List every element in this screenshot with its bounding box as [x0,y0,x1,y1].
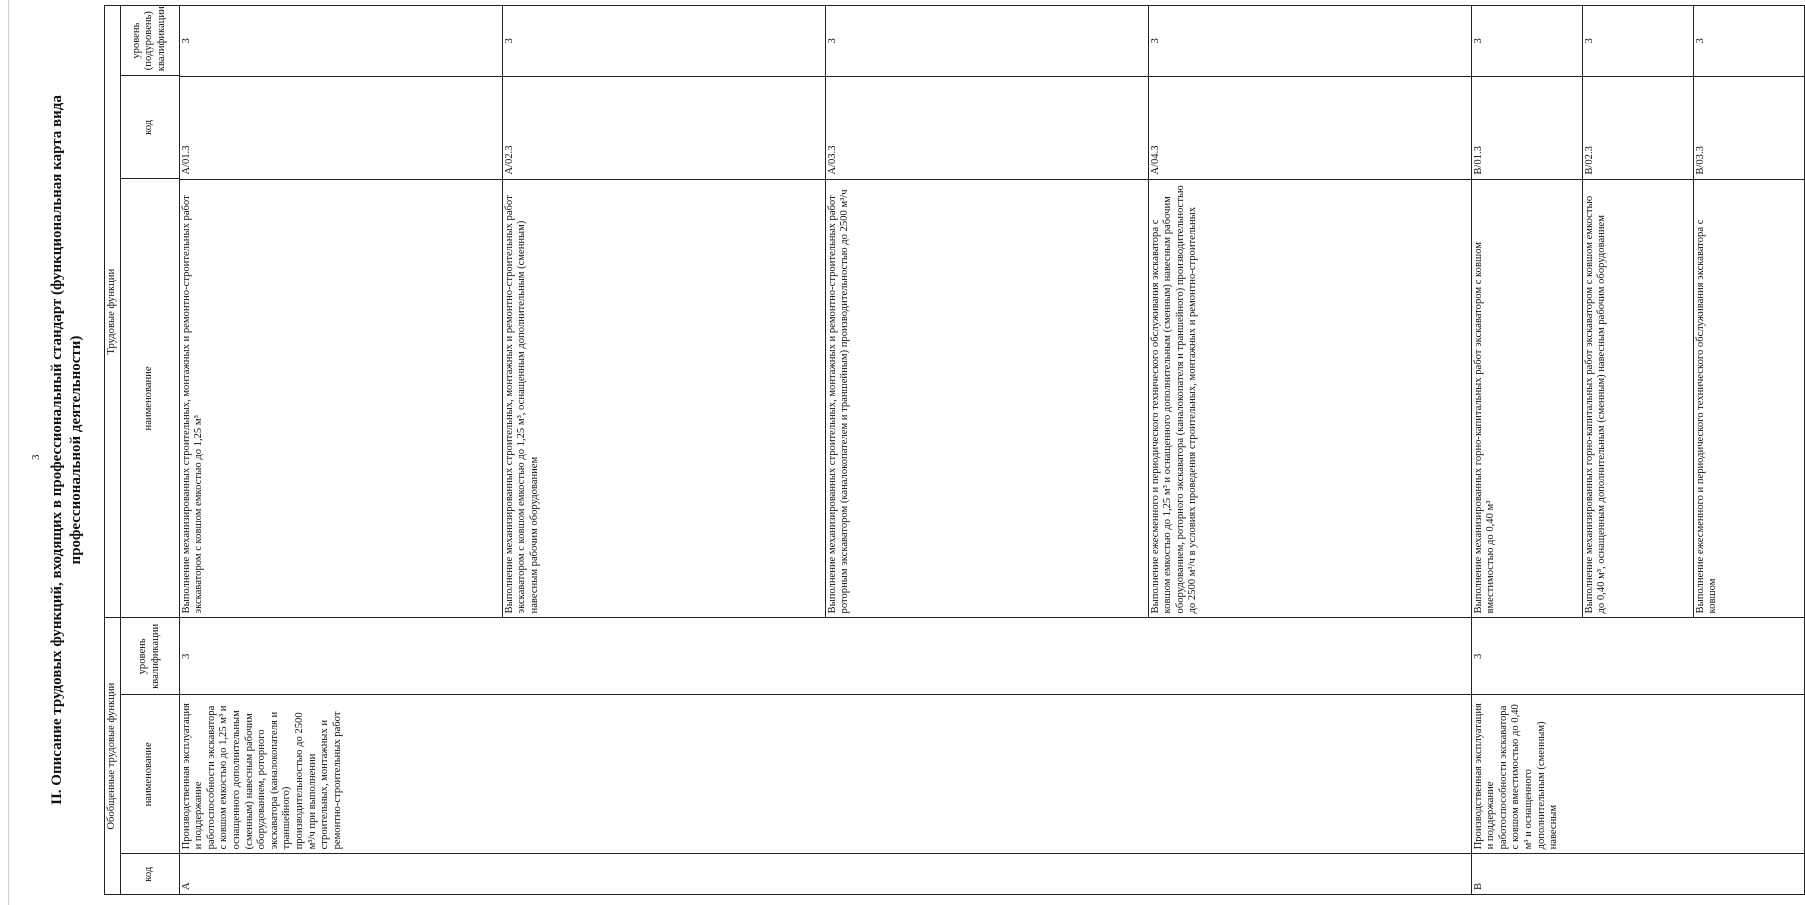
section-heading [48,5,86,895]
gf-name: Производственная эксплуатация и поддержание работоспособности экскаватора с ковшом вместимостью до 0,40 м³ и оснащенного дополнительным (сменным) навесным [1471,695,1804,854]
table-row [1471,6,1804,895]
header-lf-level: уровень (подуровень) квалификации [120,6,179,76]
page-number: 3 [30,454,42,460]
lf-code: A/04.3 [1148,76,1471,179]
page-edge-line [8,0,9,905]
header-generalized: Обобщенные трудовые функции [105,618,121,895]
lf-level: 3 [1693,6,1804,76]
heading-line-1: II. Описание трудовых функций, входящих в профессиональный стандарт (функциональная карта вида [49,95,65,805]
lf-level: 3 [825,6,1148,76]
list-item [825,6,1148,617]
list-item [502,6,825,617]
labor-functions-subtable [180,6,1471,617]
header-labor-functions: Трудовые функции [105,6,121,618]
table-row [179,6,1471,895]
gf-code: B [1471,854,1804,895]
lf-name: Выполнение механизированных строительных, монтажных и ремонтно-строительных работ роторным экскаватором (каналокопателем и траншейным) производительностью до 2500 м³/ч [825,179,1148,617]
list-item [1582,6,1693,617]
list-item [1148,6,1471,617]
lf-name: Выполнение ежесменного и периодического технического обслуживания экскаватора с ковшом [1693,179,1804,617]
header-columns-row [120,6,179,895]
lf-code: A/02.3 [502,76,825,179]
lf-level: 3 [1148,6,1471,76]
lf-name: Выполнение механизированных горно-капитальных работ экскаватором с ковшом емкостью до 0,40 м³, оснащенным дополнительным (сменным) навесным рабочим оборудованием [1582,179,1693,617]
header-group-row [105,6,121,895]
gf-level: 3 [179,618,1471,695]
header-code: код [120,854,179,895]
lf-level: 3 [1472,6,1583,76]
lf-code: B/01.3 [1472,76,1583,179]
header-lf-name: наименование [120,179,179,618]
lf-name: Выполнение механизированных горно-капитальных работ экскаватором с ковшом вместимостью до 0,40 м³ [1472,179,1583,617]
lf-name: Выполнение механизированных строительных, монтажных и ремонтно-строительных работ экскаватором с ковшом емкостью до 1,25 м³ [180,179,503,617]
labor-functions-block [179,6,1471,618]
list-item [1693,6,1804,617]
gf-name: Производственная эксплуатация и поддержание работоспособности экскаватора с ковшом емкостью до 1,25 м³ и оснащенного дополнительным (сменным) навесным рабочим оборудованием, роторного экскаватора (каналокопателя и траншейного) производительностью до 2500 м³/ч при выполнении строительных, монтажных и ремонтно-строительных работ [179,695,1471,854]
header-name: наименование [120,695,179,854]
labor-functions-block [1471,6,1804,618]
lf-code: A/01.3 [180,76,503,179]
heading-line-2: профессиональной деятельности) [68,335,84,565]
lf-level: 3 [502,6,825,76]
gf-level: 3 [1471,618,1804,695]
list-item [1472,6,1583,617]
rotated-page [20,5,1719,895]
header-level: уровень квалификации [120,618,179,695]
lf-level: 3 [1582,6,1693,76]
list-item [180,6,503,617]
lf-code: B/02.3 [1582,76,1693,179]
gf-code: A [179,854,1471,895]
lf-code: A/03.3 [825,76,1148,179]
header-lf-code: код [120,76,179,179]
lf-code: B/03.3 [1693,76,1804,179]
functional-map-table [104,5,1805,895]
lf-name: Выполнение ежесменного и периодического технического обслуживания экскаватора с ковшом емкостью до 1,25 м³ и оснащенного дополнительным (сменным) навесным рабочим оборудованием, роторного экскаватора (каналокопателя и траншейного) производительностью до 2500 м³/ч в условиях проведения строительных, монтажных и ремонтно-строительных [1148,179,1471,617]
lf-level: 3 [180,6,503,76]
labor-functions-subtable [1472,6,1804,617]
lf-name: Выполнение механизированных строительных, монтажных и ремонтно-строительных работ экскаватором с ковшом емкостью до 1,25 м³, оснащенным дополнительным (сменным) навесным рабочим оборудованием [502,179,825,617]
